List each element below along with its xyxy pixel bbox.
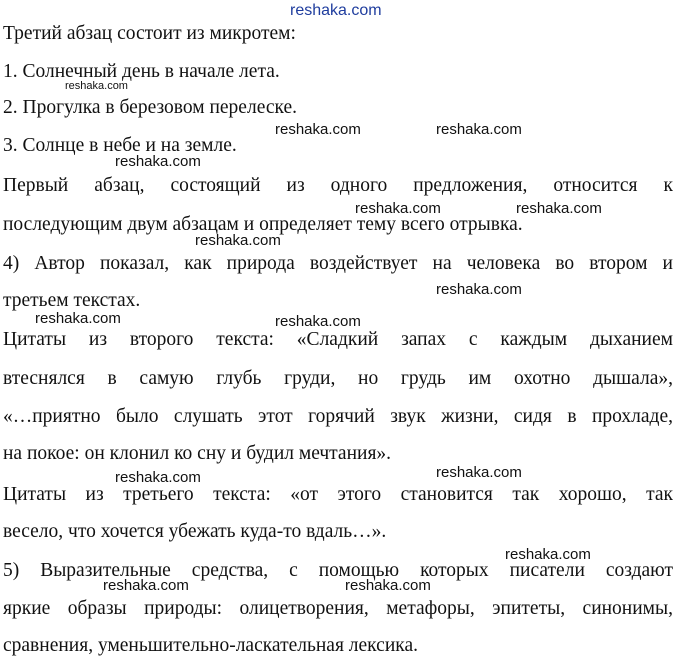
text-line: «…приятно было слушать этот горячий звук жизни, сидя в прохладе,: [3, 406, 673, 427]
text-line: последующим двум абзацам и определяет тему всего отрывка.: [3, 214, 523, 235]
watermark: reshaka.com: [505, 546, 591, 563]
watermark: reshaka.com: [195, 232, 281, 249]
watermark: reshaka.com: [275, 313, 361, 330]
watermark: reshaka.com: [115, 153, 201, 170]
text-line: 1. Солнечный день в начале лета.: [3, 61, 280, 82]
watermark: reshaka.com: [65, 80, 128, 92]
text-line: сравнения, уменьшительно-ласкательная лексика.: [3, 635, 418, 656]
text-line: Цитаты из третьего текста: «от этого становится так хорошо, так: [3, 484, 673, 505]
text-line: весело, что хочется убежать куда-то вдаль…».: [3, 521, 387, 542]
text-line: 4) Автор показал, как природа воздействует на человека во втором и: [3, 253, 673, 274]
watermark: reshaka.com: [436, 464, 522, 481]
watermark: reshaka.com: [436, 121, 522, 138]
watermark: reshaka.com: [355, 200, 441, 217]
watermark: reshaka.com: [103, 577, 189, 594]
text-line: яркие образы природы: олицетворения, метафоры, эпитеты, синонимы,: [3, 598, 673, 619]
text-line: Третий абзац состоит из микротем:: [3, 23, 296, 44]
text-line: на покое: он клонил ко сну и будил мечтания».: [3, 443, 392, 464]
watermark: reshaka.com: [275, 121, 361, 138]
text-line: третьем текстах.: [3, 290, 141, 311]
watermark: reshaka.com: [436, 281, 522, 298]
watermark: reshaka.com: [115, 469, 201, 486]
text-line: Первый абзац, состоящий из одного предложения, относится к: [3, 175, 673, 196]
watermark: reshaka.com: [516, 200, 602, 217]
text-line: Цитаты из второго текста: «Сладкий запах с каждым дыханием: [3, 329, 673, 350]
watermark-header: reshaka.com: [290, 2, 382, 19]
text-line: 2. Прогулка в березовом перелеске.: [3, 97, 298, 118]
text-line: 3. Солнце в небе и на земле.: [3, 135, 237, 156]
text-line: 5) Выразительные средства, с помощью которых писатели создают: [3, 560, 673, 581]
text-line: втеснялся в самую глубь груди, но грудь им охотно дышала»,: [3, 368, 673, 389]
watermark: reshaka.com: [35, 310, 121, 327]
watermark: reshaka.com: [345, 577, 431, 594]
